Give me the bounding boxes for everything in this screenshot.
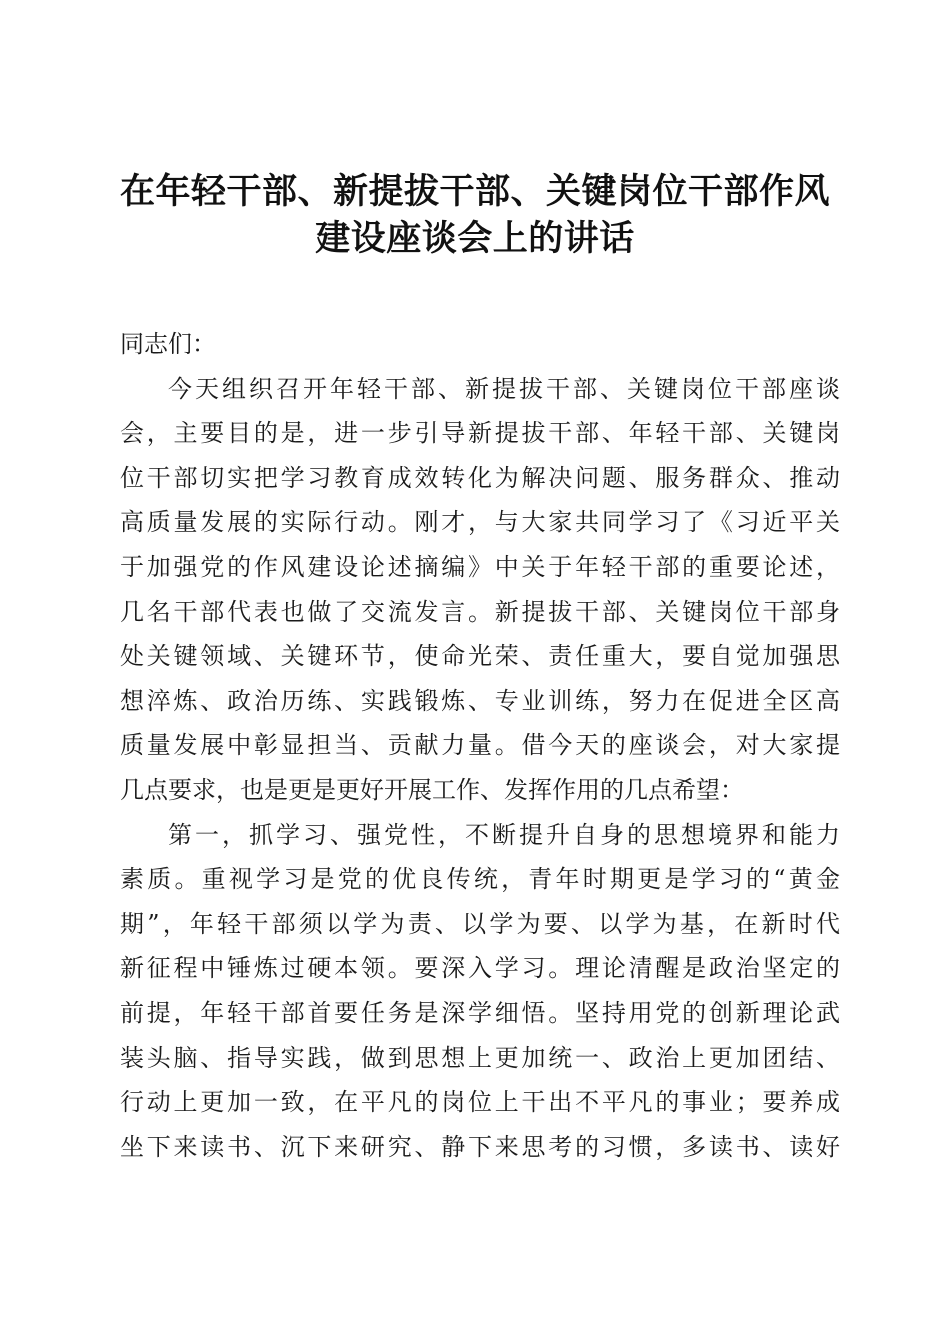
paragraph-line: 今天组织召开年轻干部、新提拔干部、关键岗位干部座谈 (168, 374, 840, 403)
document-body (120, 322, 840, 1169)
title-line: 在年轻干部、新提拔干部、关键岗位干部作风 (119, 171, 830, 212)
document-title (100, 168, 850, 262)
paragraph-line: 素质。重视学习是党的优良传统，青年时期更是学习的“黄金 (120, 865, 840, 894)
paragraph-line: 想淬炼、政治历练、实践锻炼、专业训练，努力在促进全区高 (120, 686, 840, 715)
paragraph-line: 会，主要目的是，进一步引导新提拔干部、年轻干部、关键岗 (120, 419, 840, 448)
paragraph-line: 位干部切实把学习教育成效转化为解决问题、服务群众、推动 (120, 463, 840, 492)
paragraph-line: 新征程中锤炼过硬本领。要深入学习。理论清醒是政治坚定的 (120, 954, 840, 983)
paragraph-line: 行动上更加一致，在平凡的岗位上干出不平凡的事业；要养成 (120, 1088, 840, 1117)
paragraph-line: 第一，抓学习、强党性，不断提升自身的思想境界和能力 (168, 820, 840, 849)
paragraph-line: 质量发展中彰显担当、贡献力量。借今天的座谈会，对大家提 (120, 731, 840, 760)
title-line: 建设座谈会上的讲话 (315, 218, 635, 259)
paragraph-line: 几名干部代表也做了交流发言。新提拔干部、关键岗位干部身 (120, 597, 840, 626)
paragraph-line: 前提，年轻干部首要任务是深学细悟。坚持用党的创新理论武 (120, 998, 840, 1027)
paragraph-line: 坐下来读书、沉下来研究、静下来思考的习惯，多读书、读好 (120, 1132, 840, 1161)
paragraph-line: 几点要求，也是更是更好开展工作、发挥作用的几点希望： (120, 775, 744, 804)
paragraph-line: 于加强党的作风建设论述摘编》中关于年轻干部的重要论述， (120, 552, 840, 581)
salutation: 同志们： (120, 330, 216, 358)
paragraph-line: 处关键领域、关键环节，使命光荣、责任重大，要自觉加强思 (120, 642, 840, 671)
paragraph-line: 期”，年轻干部须以学为责、以学为要、以学为基，在新时代 (120, 909, 840, 938)
paragraph-line: 装头脑、指导实践，做到思想上更加统一、政治上更加团结、 (120, 1043, 840, 1072)
paragraph-line: 高质量发展的实际行动。刚才，与大家共同学习了《习近平关 (120, 508, 840, 537)
